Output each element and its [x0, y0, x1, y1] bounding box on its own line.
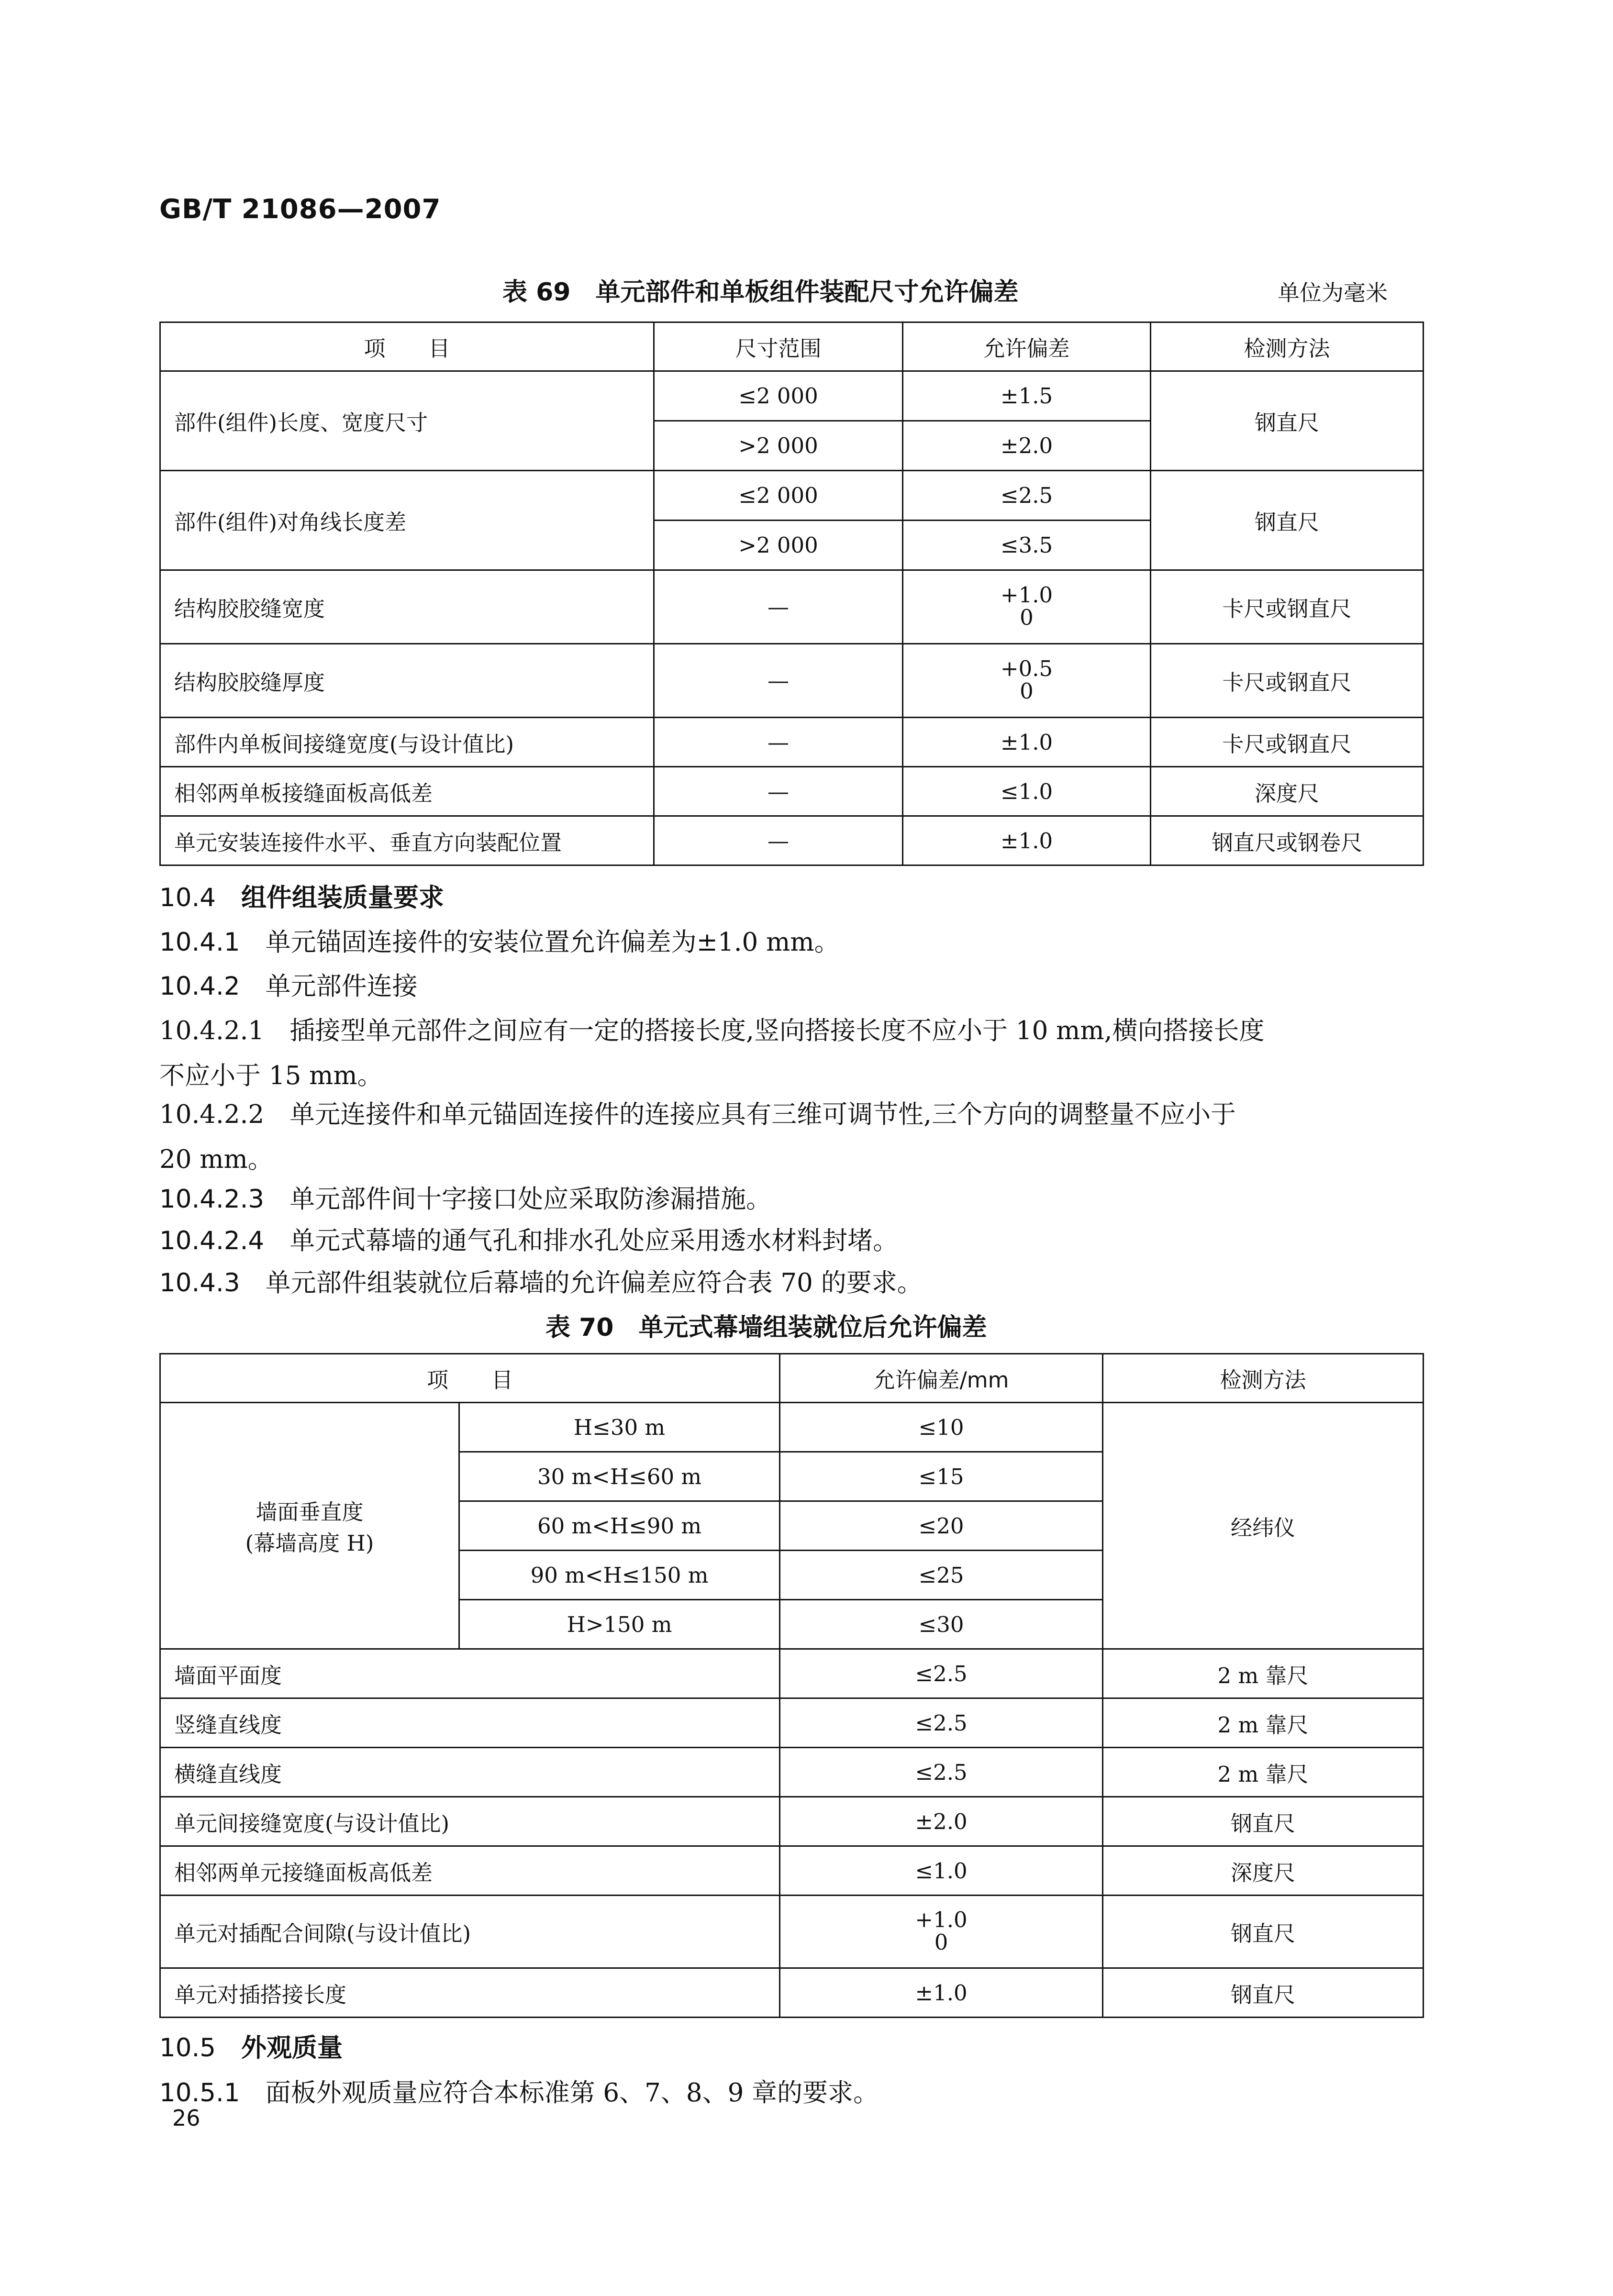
t69-header-range: 尺寸范围	[654, 322, 903, 371]
t69-tolerance: ≤1.0	[903, 767, 1151, 816]
t70-vertical-method: 经纬仪	[1103, 1403, 1424, 1649]
t69-header-tolerance: 允许偏差	[903, 322, 1151, 371]
clause-text-line1: 单元连接件和单元锚固连接件的连接应具有三维可调节性,三个方向的调整量不应小于	[289, 1100, 1236, 1129]
t70-height-range: 30 m<H≤60 m	[459, 1452, 780, 1501]
table-70-caption: 表 70 单元式幕墙组装就位后允许偏差	[545, 1313, 987, 1342]
t69-tolerance: ±1.5	[903, 371, 1151, 421]
t69-range: —	[654, 767, 903, 816]
t70-item: 单元对插配合间隙(与设计值比)	[160, 1896, 780, 1968]
t69-tolerance	[903, 570, 1151, 644]
t70-method: 钢直尺	[1103, 1797, 1424, 1846]
t69-range: —	[654, 816, 903, 865]
clause-text-line2: 不应小于 15 mm。	[159, 1061, 383, 1090]
tol-lower: 0	[1020, 605, 1034, 631]
t69-range: ≤2 000	[654, 471, 903, 521]
clause-number: 10.4.2	[159, 972, 240, 1001]
t70-tolerance: ≤2.5	[780, 1649, 1103, 1698]
t69-method: 钢直尺	[1151, 471, 1424, 570]
t69-method: 深度尺	[1151, 767, 1424, 816]
tol-lower: 0	[1020, 678, 1034, 704]
t69-method: 钢直尺	[1151, 371, 1424, 471]
label-line1: 墙面垂直度	[256, 1499, 364, 1525]
t69-range: ≤2 000	[654, 371, 903, 421]
t70-method: 2 m 靠尺	[1103, 1698, 1424, 1748]
table-69	[159, 322, 1424, 866]
t69-range: —	[654, 570, 903, 644]
clause-number: 10.4.2.2	[159, 1100, 265, 1129]
clause-text: 单元部件连接	[265, 972, 418, 1001]
t69-item: 单元安装连接件水平、垂直方向装配位置	[160, 816, 654, 865]
t70-header-tolerance: 允许偏差/mm	[780, 1354, 1103, 1403]
table-69-caption: 表 69 单元部件和单板组件装配尺寸允许偏差	[502, 278, 1019, 307]
t70-item: 竖缝直线度	[160, 1698, 780, 1748]
section-number: 10.4	[159, 883, 216, 912]
t69-range: —	[654, 644, 903, 718]
clause-10-4-2-4	[159, 1219, 898, 1264]
t69-tolerance: ±1.0	[903, 816, 1151, 865]
t70-tolerance: ≤20	[780, 1501, 1103, 1551]
t69-tolerance	[903, 644, 1151, 718]
table-70	[159, 1353, 1424, 2018]
t70-header-method: 检测方法	[1103, 1354, 1424, 1403]
t70-tolerance: ≤2.5	[780, 1748, 1103, 1797]
t70-height-range: 90 m<H≤150 m	[459, 1551, 780, 1600]
t70-height-range: 60 m<H≤90 m	[459, 1501, 780, 1551]
page-number: 26	[172, 2105, 200, 2131]
t69-tolerance: ≤2.5	[903, 471, 1151, 521]
t70-tolerance: ≤10	[780, 1403, 1103, 1452]
t70-tolerance: ≤1.0	[780, 1846, 1103, 1896]
t70-method: 深度尺	[1103, 1846, 1424, 1896]
t70-tolerance: ≤2.5	[780, 1698, 1103, 1748]
t70-item: 墙面平面度	[160, 1649, 780, 1698]
t69-header-method: 检测方法	[1151, 322, 1424, 371]
tol-upper: +1.0	[915, 1907, 968, 1932]
t70-height-range: H≤30 m	[459, 1403, 780, 1452]
clause-number: 10.4.3	[159, 1268, 240, 1298]
t69-method: 卡尺或钢直尺	[1151, 570, 1424, 644]
clause-text: 单元部件组装就位后幕墙的允许偏差应符合表 70 的要求。	[265, 1268, 923, 1298]
tol-upper: +1.0	[1000, 582, 1053, 608]
t70-tolerance: ±2.0	[780, 1797, 1103, 1846]
t70-method: 2 m 靠尺	[1103, 1748, 1424, 1797]
t69-item: 相邻两单板接缝面板高低差	[160, 767, 654, 816]
t70-tolerance	[780, 1896, 1103, 1968]
section-title: 外观质量	[241, 2033, 343, 2063]
clause-10-4-2-2	[159, 1092, 1432, 1182]
t69-range: >2 000	[654, 521, 903, 570]
clause-text-line1: 插接型单元部件之间应有一定的搭接长度,竖向搭接长度不应小于 10 mm,横向搭接长度	[289, 1016, 1265, 1045]
t70-item: 相邻两单元接缝面板高低差	[160, 1846, 780, 1896]
clause-number: 10.4.2.3	[159, 1185, 265, 1214]
t70-method: 钢直尺	[1103, 1968, 1424, 2018]
t70-method: 钢直尺	[1103, 1896, 1424, 1968]
clause-text-line2: 20 mm。	[159, 1145, 273, 1174]
clause-text: 面板外观质量应符合本标准第 6、7、8、9 章的要求。	[265, 2078, 879, 2107]
section-number: 10.5	[159, 2033, 216, 2063]
t70-method: 2 m 靠尺	[1103, 1649, 1424, 1698]
clause-10-4-2	[159, 964, 418, 1009]
t70-tolerance: ≤15	[780, 1452, 1103, 1501]
t69-item: 部件(组件)长度、宽度尺寸	[160, 371, 654, 471]
clause-number: 10.4.2.4	[159, 1226, 265, 1255]
clause-10-4-2-3	[159, 1177, 771, 1222]
standard-code: GB/T 21086—2007	[159, 194, 441, 225]
t69-method: 钢直尺或钢卷尺	[1151, 816, 1424, 865]
clause-10-4-3	[159, 1261, 923, 1306]
t70-header-item: 项 目	[160, 1354, 780, 1403]
t69-tolerance: ≤3.5	[903, 521, 1151, 570]
t69-range: —	[654, 718, 903, 767]
clause-10-4-2-1	[159, 1009, 1432, 1098]
t69-header-item: 项 目	[160, 322, 654, 371]
t69-method: 卡尺或钢直尺	[1151, 644, 1424, 718]
t70-vertical-label	[160, 1403, 459, 1649]
tol-upper: +0.5	[1000, 655, 1053, 681]
clause-text: 单元式幕墙的通气孔和排水孔处应采用透水材料封堵。	[289, 1226, 899, 1255]
t70-tolerance: ±1.0	[780, 1968, 1103, 2018]
t69-item: 结构胶胶缝厚度	[160, 644, 654, 718]
table-69-unit: 单位为毫米	[1278, 280, 1388, 306]
clause-10-5-1	[159, 2071, 879, 2116]
t69-tolerance: ±1.0	[903, 718, 1151, 767]
t69-tolerance: ±2.0	[903, 421, 1151, 471]
t69-item: 部件内单板间接缝宽度(与设计值比)	[160, 718, 654, 767]
t69-method: 卡尺或钢直尺	[1151, 718, 1424, 767]
t70-item: 单元对插搭接长度	[160, 1968, 780, 2018]
t70-item: 单元间接缝宽度(与设计值比)	[160, 1797, 780, 1846]
clause-number: 10.5.1	[159, 2078, 240, 2107]
clause-text: 单元部件间十字接口处应采取防渗漏措施。	[289, 1185, 772, 1214]
t69-range: >2 000	[654, 421, 903, 471]
section-title: 组件组装质量要求	[241, 883, 445, 912]
clause-number: 10.4.1	[159, 928, 240, 957]
tol-lower: 0	[934, 1930, 948, 1955]
section-10-4	[159, 876, 444, 921]
t69-item: 部件(组件)对角线长度差	[160, 471, 654, 570]
clause-10-4-1	[159, 920, 840, 965]
t70-height-range: H>150 m	[459, 1600, 780, 1649]
t70-tolerance: ≤30	[780, 1600, 1103, 1649]
section-10-5	[159, 2026, 343, 2071]
t70-item: 横缝直线度	[160, 1748, 780, 1797]
t70-tolerance: ≤25	[780, 1551, 1103, 1600]
clause-number: 10.4.2.1	[159, 1016, 265, 1045]
label-line2: (幕墙高度 H)	[245, 1531, 374, 1556]
clause-text: 单元锚固连接件的安装位置允许偏差为±1.0 mm。	[265, 928, 840, 957]
t69-item: 结构胶胶缝宽度	[160, 570, 654, 644]
